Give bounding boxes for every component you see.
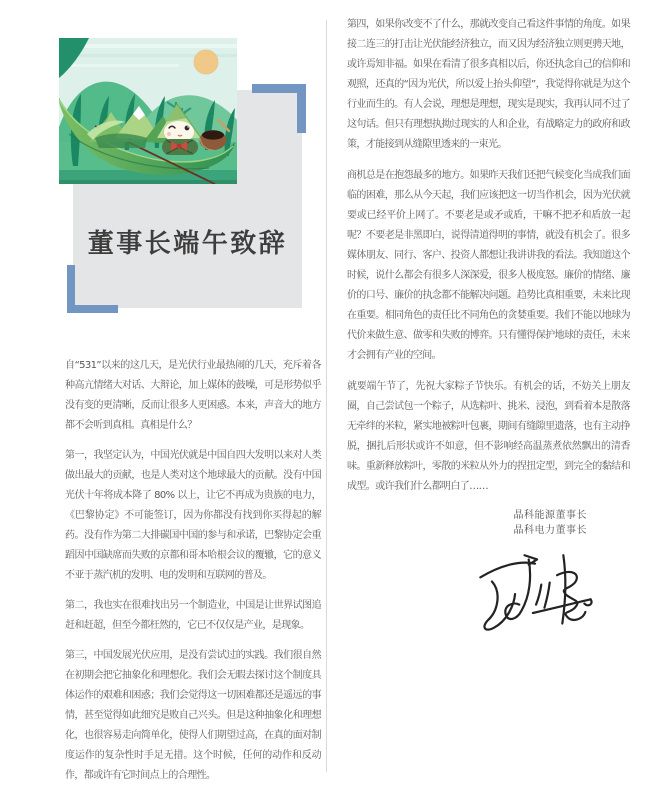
byline-title: 晶科电力董事长 <box>513 525 587 536</box>
left-column <box>65 356 321 796</box>
paragraph: 第三，中国发展光伏应用，是没有尝试过的实践。我们很自然在初期会把它抽象化和理想化。我们会无暇去探讨这个制度具体运作的艰难和困惑；我们会觉得这一切困难都还是遥远的事情，甚至觉得如此细究是败自己兴头。但是这种抽象化和理想化，也很容易走向简单化，使得人们期望过高，在真的面对制度运作的复杂性时手足无措。这个时候，任何的动作和反动作，都或许有它时间点上的合理性。 <box>65 650 321 781</box>
handwritten-signature <box>476 550 594 634</box>
dragon-boat-festival-illustration <box>59 38 237 184</box>
column-divider <box>326 20 327 772</box>
paragraph: 就要端午节了，先祝大家粽子节快乐。有机会的话，不妨关上朋友圈，自己尝试包一个粽子，从选粽叶、挑米、浸泡，到看着本是散落无牵绊的米粒，紧实地被粽叶包裹，期间有缝隙里遗落，也有主动挣脱，捆扎后形状或许不如意，但不影响经高温蒸煮依然飘出的清香味。重新释放粽叶，零散的米粒从外力的捏扭定型，到完全的黏结和成型。或许我们什么都明白了…… <box>347 381 630 492</box>
corner-bracket-top-right <box>252 84 306 133</box>
paragraph: 商机总是在抱怨最多的地方。如果昨天我们还把气候变化当成我们面临的困难，那么从今天起，我们应该把这一切当作机会，因为光伏就要或已经平价上网了。不要老是或矛或盾，干嘛不把矛和盾放一起呢？不要老是非黑即白，说得清道得明的事情，就没有机会了。很多媒体朋友、同行、客户、投资人都想让我讲讲我的看法。我知道这个时候，说什么都会有很多人深深爱，很多人极度怒。廉价的情绪、廉价的口号、廉价的执念都不能解决问题。趋势比真相重要，未来比现在重要。相同角色的责任比不同角色的贪婪重要。我们不能以地球为代价来做生意、做零和失败的博弈。只有懂得保护地球的责任，未来才会拥有产业的空间。 <box>347 170 630 361</box>
paragraph: 第二，我也实在很难找出另一个制造业，中国是让世界试图追赶和赶超，但至今都枉然的，它已不仅仅是产业，是现象。 <box>65 600 321 631</box>
right-column <box>347 15 630 634</box>
paragraph: 第四，如果你改变不了什么，那就改变自己看这件事情的角度。如果接二连三的打击让光伏能经济独立，而又因为经济独立则更骋天地，或许焉知非福。如果在看清了很多真相以后，你还执念自己的信仰和观照，还真的“因为光伏，所以爱上抬头仰望”，我觉得你就是为这个行业而生的。有人会说，理想是理想，现实是现实，我再认同不过了这句话。但只有理想执拗过现实的人和企业，有战略定力的政府和政策，才能接到从缝隙里透来的一束光。 <box>347 19 630 150</box>
corner-bracket-bottom-left <box>67 265 118 313</box>
byline <box>347 508 587 538</box>
paragraph: 第一，我坚定认为，中国光伏就是中国自四大发明以来对人类做出最大的贡献，也是人类对这个地球最大的贡献。没有中国光伏十年将成本降了 80% 以上，让它不再成为贵族的电力，《巴黎协定》不可能签订，因为你都没有找到你买得起的解药。没有作为第二大排碳国中国的参与和承诺，巴黎协定会重蹈因中国缺席而失败的京都和哥本哈根会议的覆辙，它的意义不亚于蒸汽机的发明、电的发明和互联网的普及。 <box>65 450 321 581</box>
paragraph: 自“531”以来的这几天，是光伏行业最热闹的几天，充斥着各种高亢情绪大对话、大辩论，加上媒体的鼓噪，可是形势似乎没有变的更清晰，反而让很多人更困惑。本来，声音大的地方都不会听到真相。真相是什么？ <box>65 360 321 431</box>
byline-title: 晶科能源董事长 <box>513 510 587 521</box>
page-title: 董事长端午致辞 <box>87 229 288 260</box>
